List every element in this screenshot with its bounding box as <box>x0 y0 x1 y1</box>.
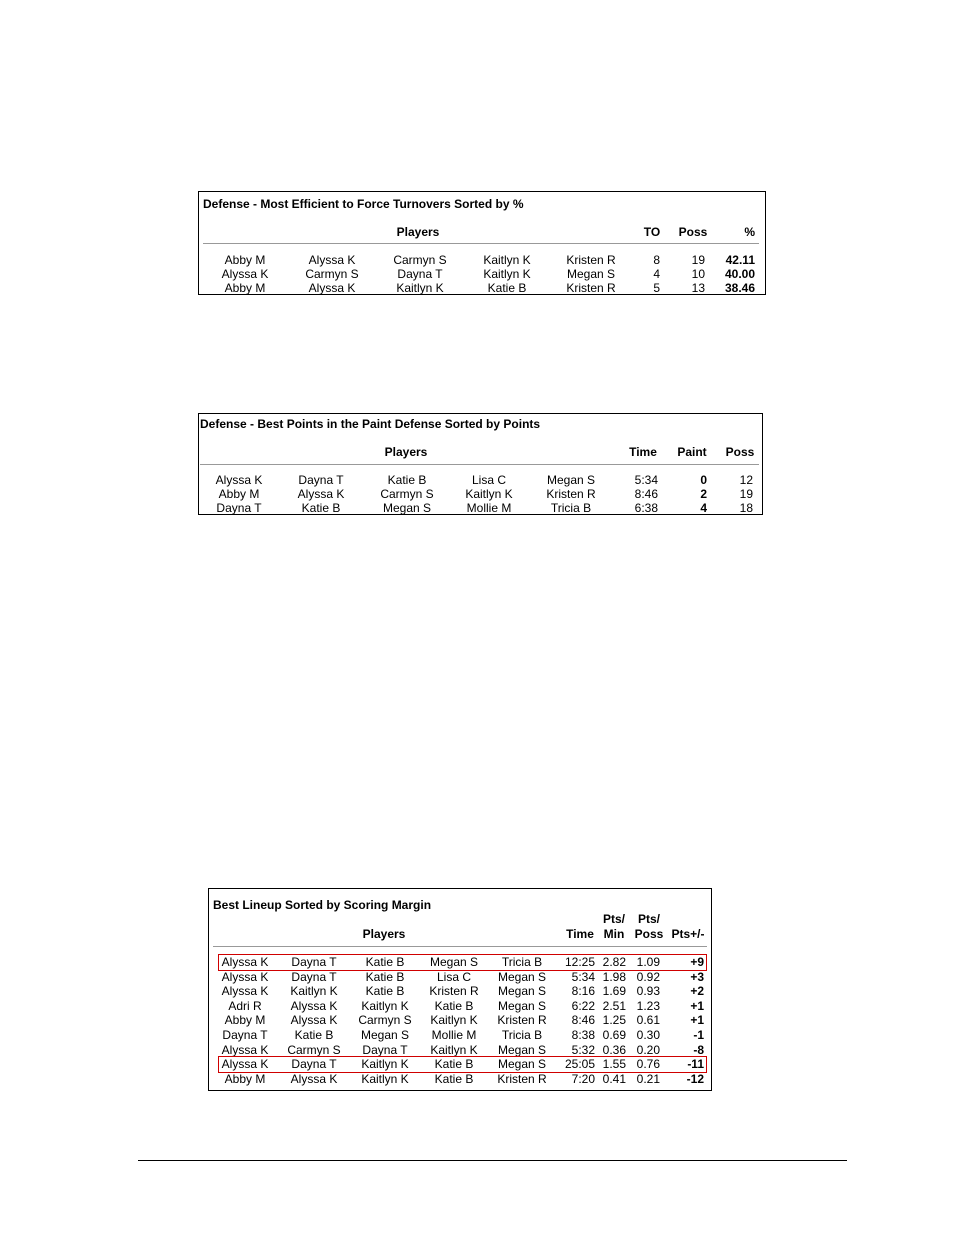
player-name: Dayna T <box>291 1057 337 1072</box>
lineup-header-pts-poss-1: Pts/ <box>637 912 661 926</box>
player-name: Megan S <box>497 1042 547 1057</box>
player-name: Kristen R <box>566 281 616 295</box>
player-name: Carmyn S <box>393 253 447 267</box>
player-name: Dayna T <box>291 969 337 984</box>
lineup-time-value: 25:05 <box>564 1057 595 1072</box>
lineup-pts-min-value: 1.55 <box>602 1057 626 1072</box>
player-name: Kaitlyn K <box>483 267 531 281</box>
lineup-pts-poss-value: 0.61 <box>636 1013 660 1028</box>
paint-poss-value: 18 <box>739 501 753 515</box>
lineup-pts-min-value: 0.41 <box>602 1071 626 1086</box>
player-name: Kristen R <box>497 1013 547 1028</box>
lineup-pts-poss-value: 0.30 <box>636 1028 660 1042</box>
lineup-pts-min-value: 0.36 <box>602 1042 626 1057</box>
player-name: Alyssa K <box>221 1042 269 1057</box>
paint-poss-value: 19 <box>739 487 753 501</box>
turnovers-header-pct: % <box>744 225 755 239</box>
paint-header-paint: Paint <box>677 445 707 459</box>
player-name: Dayna T <box>298 473 344 487</box>
paint-divider <box>200 464 759 465</box>
player-name: Katie B <box>434 1071 474 1086</box>
turnovers-table <box>198 191 766 295</box>
player-name: Kristen R <box>497 1071 547 1086</box>
paint-time-value: 5:34 <box>634 473 658 487</box>
paint-poss-value: 12 <box>739 473 753 487</box>
paint-table <box>198 413 763 515</box>
lineup-header-pts-min-1: Pts/ <box>602 912 626 926</box>
lineup-time-value: 8:46 <box>571 1013 595 1028</box>
lineup-pts-poss-value: 0.20 <box>636 1042 660 1057</box>
turnovers-header-to: TO <box>643 225 661 239</box>
player-name: Katie B <box>434 998 474 1013</box>
lineup-pts-poss-value: 0.93 <box>636 984 660 999</box>
player-name: Adri R <box>228 998 262 1013</box>
lineup-table <box>208 888 712 1091</box>
player-name: Katie B <box>365 955 405 969</box>
player-name: Alyssa K <box>221 984 269 999</box>
player-name: Alyssa K <box>297 487 345 501</box>
lineup-time-value: 5:34 <box>571 969 595 984</box>
turnovers-header-players: Players <box>396 225 440 239</box>
player-name: Carmyn S <box>305 267 359 281</box>
player-name: Alyssa K <box>308 281 356 295</box>
player-name: Abby M <box>224 1013 266 1028</box>
lineup-time-value: 5:32 <box>571 1042 595 1057</box>
lineup-time-value: 12:25 <box>564 955 595 969</box>
player-name: Alyssa K <box>221 1057 269 1072</box>
player-name: Alyssa K <box>215 473 263 487</box>
player-name: Kristen R <box>566 253 616 267</box>
turnovers-poss-value: 13 <box>691 281 705 295</box>
player-name: Megan S <box>566 267 616 281</box>
player-name: Katie B <box>387 473 427 487</box>
player-name: Carmyn S <box>287 1042 341 1057</box>
lineup-pts-poss-value: 1.23 <box>636 998 660 1013</box>
player-name: Kaitlyn K <box>483 253 531 267</box>
lineup-margin-value: -1 <box>693 1028 704 1042</box>
player-name: Megan S <box>360 1028 410 1042</box>
lineup-margin-value: -8 <box>693 1042 704 1057</box>
player-name: Dayna T <box>291 955 337 969</box>
turnovers-to-value: 4 <box>653 267 660 281</box>
player-name: Katie B <box>365 969 405 984</box>
lineup-margin-value: +3 <box>690 969 704 984</box>
paint-time-value: 8:46 <box>634 487 658 501</box>
turnovers-poss-value: 19 <box>691 253 705 267</box>
player-name: Tricia B <box>501 1028 543 1042</box>
player-name: Megan S <box>546 473 596 487</box>
player-name: Megan S <box>497 984 547 999</box>
player-name: Megan S <box>382 501 432 515</box>
turnovers-pct-value: 40.00 <box>724 267 755 281</box>
player-name: Katie B <box>365 984 405 999</box>
lineup-title: Best Lineup Sorted by Scoring Margin <box>213 898 432 912</box>
player-name: Katie B <box>294 1028 334 1042</box>
lineup-header-time: Time <box>566 927 594 941</box>
paint-time-value: 6:38 <box>634 501 658 515</box>
paint-value: 4 <box>700 501 707 515</box>
player-name: Kaitlyn K <box>430 1013 478 1028</box>
player-name: Katie B <box>487 281 527 295</box>
player-name: Dayna T <box>222 1028 268 1042</box>
turnovers-to-value: 8 <box>653 253 660 267</box>
turnovers-title: Defense - Most Efficient to Force Turnovers Sorted by % <box>203 197 524 211</box>
lineup-pts-min-value: 1.25 <box>602 1013 626 1028</box>
player-name: Tricia B <box>501 955 543 969</box>
lineup-margin-value: +1 <box>690 1013 704 1028</box>
lineup-pts-min-value: 1.69 <box>602 984 626 999</box>
player-name: Megan S <box>497 1057 547 1072</box>
player-name: Mollie M <box>431 1028 477 1042</box>
lineup-pts-min-value: 2.82 <box>602 955 626 969</box>
player-name: Kristen R <box>546 487 596 501</box>
lineup-time-value: 8:16 <box>571 984 595 999</box>
player-name: Abby M <box>224 1071 266 1086</box>
lineup-margin-value: +9 <box>690 955 704 969</box>
lineup-pts-poss-value: 0.92 <box>636 969 660 984</box>
player-name: Kaitlyn K <box>465 487 513 501</box>
lineup-margin-value: +2 <box>690 984 704 999</box>
footer-rule <box>138 1160 847 1161</box>
lineup-header-margin: Pts+/- <box>671 927 705 941</box>
turnovers-header-poss: Poss <box>678 225 708 239</box>
player-name: Kaitlyn K <box>361 1057 409 1072</box>
player-name: Alyssa K <box>221 267 269 281</box>
player-name: Tricia B <box>550 501 592 515</box>
player-name: Kaitlyn K <box>290 984 338 999</box>
player-name: Lisa C <box>471 473 507 487</box>
player-name: Megan S <box>497 969 547 984</box>
turnovers-divider <box>203 243 759 244</box>
player-name: Megan S <box>429 955 479 969</box>
turnovers-pct-value: 42.11 <box>725 253 755 267</box>
lineup-pts-min-value: 1.98 <box>602 969 626 984</box>
lineup-pts-poss-value: 0.21 <box>636 1071 660 1086</box>
lineup-pts-min-value: 2.51 <box>602 998 626 1013</box>
lineup-margin-value: -12 <box>686 1071 704 1086</box>
lineup-pts-poss-value: 0.76 <box>636 1057 660 1072</box>
player-name: Alyssa K <box>308 253 356 267</box>
lineup-margin-value: -11 <box>687 1057 704 1072</box>
paint-header-poss: Poss <box>725 445 755 459</box>
player-name: Megan S <box>497 998 547 1013</box>
player-name: Abby M <box>218 487 260 501</box>
lineup-header-players: Players <box>362 927 406 941</box>
player-name: Alyssa K <box>290 1071 338 1086</box>
player-name: Kaitlyn K <box>361 1071 409 1086</box>
paint-value: 0 <box>700 473 707 487</box>
paint-header-time: Time <box>629 445 657 459</box>
lineup-time-value: 6:22 <box>571 998 595 1013</box>
paint-value: 2 <box>700 487 707 501</box>
lineup-margin-value: +1 <box>690 998 704 1013</box>
player-name: Kaitlyn K <box>430 1042 478 1057</box>
lineup-pts-poss-value: 1.09 <box>636 955 660 969</box>
player-name: Alyssa K <box>290 1013 338 1028</box>
player-name: Katie B <box>434 1057 474 1072</box>
player-name: Carmyn S <box>358 1013 412 1028</box>
player-name: Kaitlyn K <box>396 281 444 295</box>
player-name: Abby M <box>224 253 266 267</box>
player-name: Abby M <box>224 281 266 295</box>
player-name: Dayna T <box>216 501 262 515</box>
player-name: Kristen R <box>429 984 479 999</box>
lineup-time-value: 7:20 <box>571 1071 595 1086</box>
player-name: Carmyn S <box>380 487 434 501</box>
lineup-divider <box>213 946 707 947</box>
player-name: Dayna T <box>362 1042 408 1057</box>
player-name: Katie B <box>301 501 341 515</box>
lineup-header-pts-poss-2: Poss <box>634 927 664 941</box>
lineup-pts-min-value: 0.69 <box>602 1028 626 1042</box>
player-name: Mollie M <box>466 501 512 515</box>
turnovers-poss-value: 10 <box>691 267 705 281</box>
paint-title: Defense - Best Points in the Paint Defense Sorted by Points <box>200 417 541 431</box>
player-name: Dayna T <box>397 267 443 281</box>
player-name: Kaitlyn K <box>361 998 409 1013</box>
turnovers-to-value: 5 <box>653 281 660 295</box>
paint-header-players: Players <box>384 445 428 459</box>
lineup-header-pts-min-2: Min <box>603 927 625 941</box>
player-name: Lisa C <box>436 969 472 984</box>
player-name: Alyssa K <box>290 998 338 1013</box>
turnovers-pct-value: 38.46 <box>724 281 755 295</box>
player-name: Alyssa K <box>221 955 269 969</box>
lineup-time-value: 8:38 <box>571 1028 595 1042</box>
player-name: Alyssa K <box>221 969 269 984</box>
